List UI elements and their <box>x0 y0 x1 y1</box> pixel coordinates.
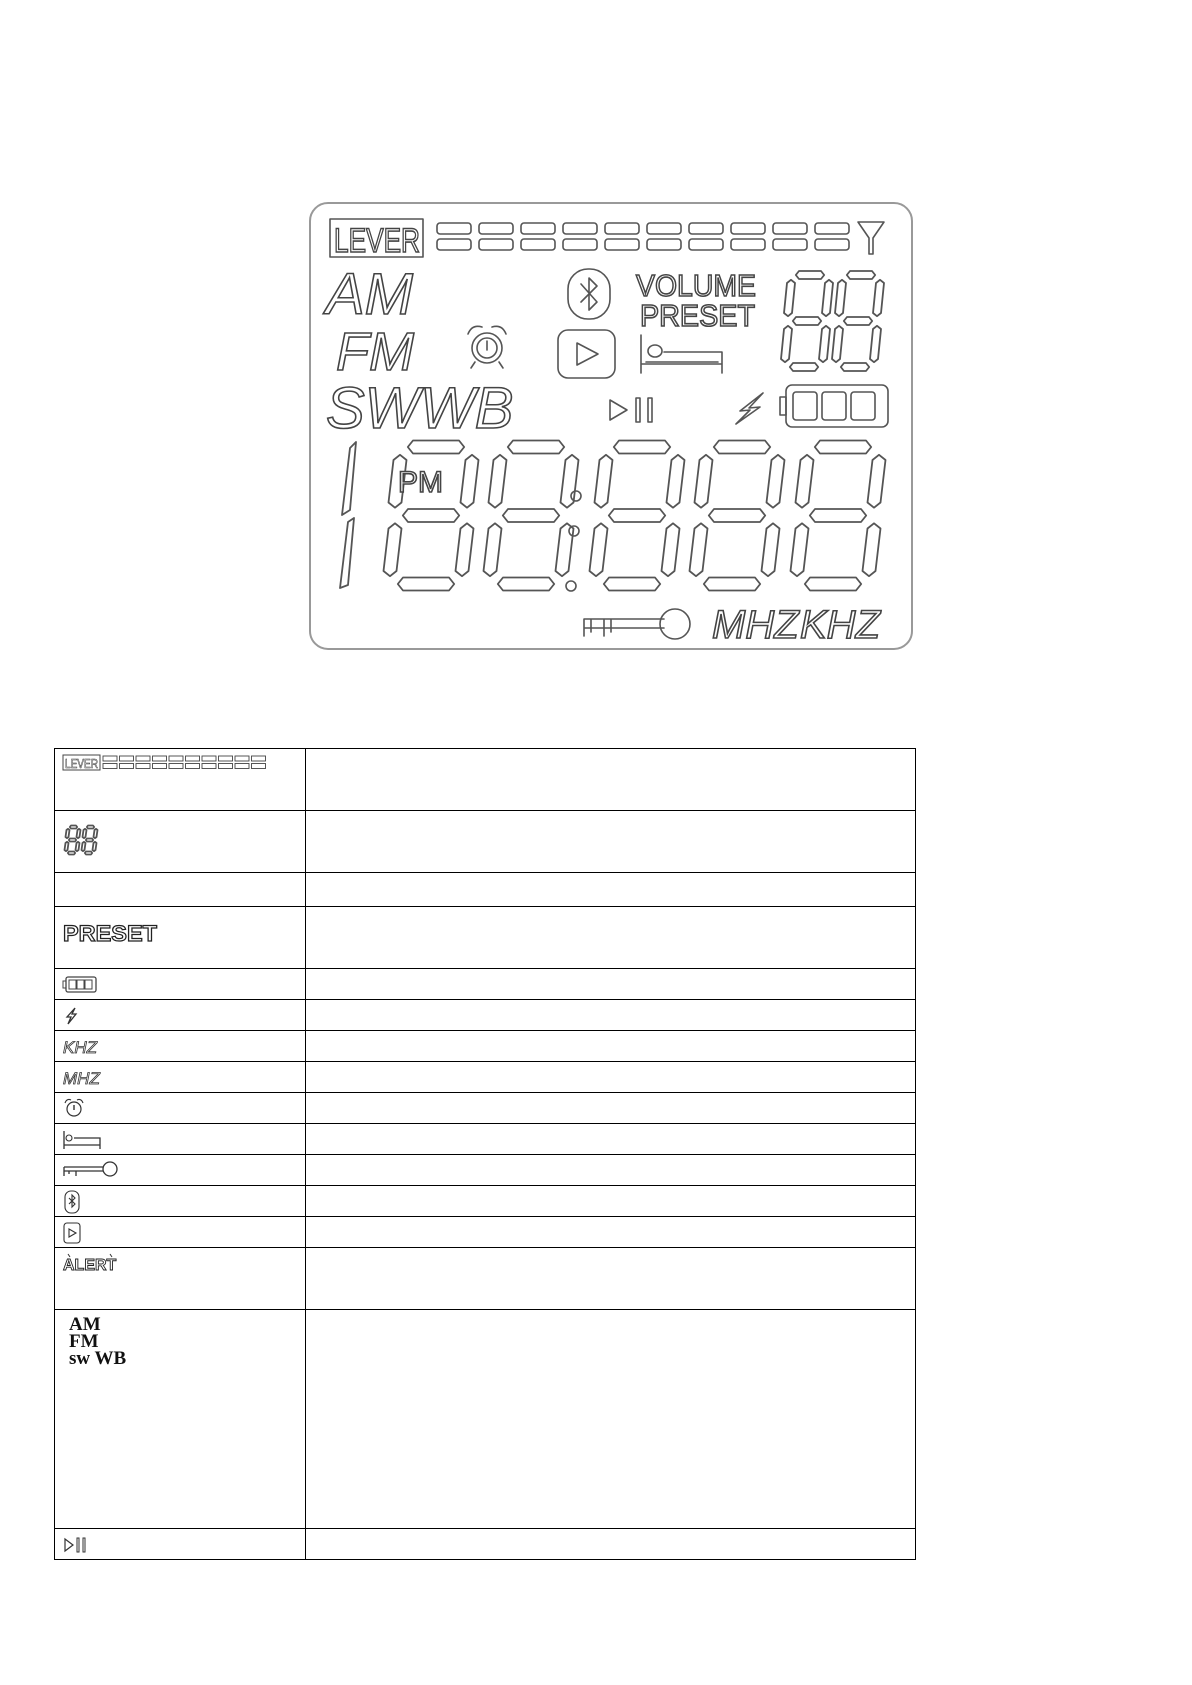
legend-row-sleep <box>55 1124 916 1155</box>
unit-mhz: MHZ <box>712 603 799 647</box>
legend-description <box>306 873 916 907</box>
legend-level-bar <box>169 756 183 761</box>
sleep-bed-icon <box>641 335 722 373</box>
level-bar <box>479 223 513 234</box>
seg-top <box>796 271 824 279</box>
legend-description <box>306 1529 916 1560</box>
legend-row-preset <box>55 907 916 969</box>
seg-bottom-right <box>556 523 574 576</box>
legend-description <box>306 1155 916 1186</box>
seg-top <box>815 441 871 454</box>
big-digit <box>484 441 579 591</box>
legend-description <box>306 1186 916 1217</box>
seg-bottom <box>805 578 861 591</box>
legend-row-alarm <box>55 1093 916 1124</box>
unit-khz: KHZ <box>800 603 880 647</box>
volume-label: VOLUME <box>636 268 756 303</box>
seg-top-right <box>77 829 81 838</box>
small-digit <box>781 271 833 371</box>
seg-middle <box>503 509 559 522</box>
legend-level-bar <box>235 756 249 761</box>
seg-top-left <box>784 280 795 316</box>
seg-bottom-left <box>384 523 402 576</box>
key-lock-icon <box>584 609 690 639</box>
big-digit <box>590 441 685 591</box>
two-digit-display <box>781 271 884 371</box>
legend-small-digit <box>82 826 98 855</box>
legend-icon-cell <box>55 1248 306 1310</box>
legend-row-bluetooth <box>55 1186 916 1217</box>
seg-bottom <box>498 578 554 591</box>
play-icon <box>558 330 615 378</box>
preset-icon <box>63 921 163 951</box>
seg-top <box>508 441 564 454</box>
legend-icon-cell <box>55 1093 306 1124</box>
seg-middle <box>709 509 765 522</box>
alert-icon <box>63 1252 143 1276</box>
legend-description <box>306 749 916 811</box>
legend-level-bar <box>219 764 233 769</box>
level-bar <box>731 239 765 250</box>
level-bar <box>563 239 597 250</box>
seg-top-right <box>868 455 886 508</box>
pm-label: PM <box>398 466 443 499</box>
legend-description <box>306 811 916 873</box>
seg-top-right <box>561 455 579 508</box>
legend-level-bar <box>153 756 167 761</box>
level-bar <box>647 239 681 250</box>
key-lock-icon <box>63 1159 123 1183</box>
seg-top <box>70 826 77 829</box>
legend-level-bar <box>169 764 183 769</box>
legend-level-bar <box>136 756 150 761</box>
khz-icon <box>63 1035 123 1059</box>
seg-bottom <box>398 578 454 591</box>
seg-bottom-right <box>819 326 830 362</box>
alarm-clock-icon <box>63 1097 89 1121</box>
legend-small-digit <box>65 826 81 855</box>
seg-bottom-right <box>93 842 97 851</box>
seg-top-left <box>835 280 846 316</box>
level-bar <box>479 239 513 250</box>
legend-description <box>306 907 916 969</box>
seg-middle <box>86 839 93 842</box>
seg-bottom <box>68 852 75 855</box>
seg-top-left <box>66 829 70 838</box>
seg-bottom-right <box>863 523 881 576</box>
level-bar <box>563 223 597 234</box>
legend-row-mhz <box>55 1062 916 1093</box>
level-bar <box>689 239 723 250</box>
seg-top-right <box>767 455 785 508</box>
mhz-icon <box>63 1066 123 1090</box>
seg-bottom-left <box>65 842 69 851</box>
battery-icon <box>780 385 888 427</box>
legend-level-bar <box>120 764 134 769</box>
level-label: LEVER <box>334 222 420 260</box>
seg-top-right <box>822 280 833 316</box>
decimal-dot <box>566 581 576 591</box>
level-meter-icon <box>63 753 273 773</box>
legend-row-two-digit <box>55 811 916 873</box>
legend-level-bar <box>136 764 150 769</box>
seg-top <box>87 826 94 829</box>
seg-top-left <box>489 455 507 508</box>
legend-level-bar <box>252 764 266 769</box>
legend-icon-cell <box>55 1124 306 1155</box>
legend-row-play <box>55 1217 916 1248</box>
level-bar <box>521 239 555 250</box>
big-digit <box>384 441 479 591</box>
band-wb: WB <box>420 376 514 441</box>
antenna-icon <box>858 222 884 254</box>
seg-bottom-left <box>484 523 502 576</box>
svg-text:PRESET: PRESET <box>63 921 158 946</box>
level-bar <box>689 223 723 234</box>
legend-icon-cell <box>55 1310 306 1529</box>
seg-bottom-left <box>781 326 792 362</box>
legend-row-empty <box>55 873 916 907</box>
level-bar <box>773 239 807 250</box>
svg-text:MHZ: MHZ <box>63 1069 100 1088</box>
legend-description <box>306 969 916 1000</box>
level-bar <box>731 223 765 234</box>
bluetooth-icon <box>568 269 610 319</box>
legend-icon-cell <box>55 1031 306 1062</box>
seg-top-left <box>595 455 613 508</box>
seg-top <box>408 441 464 454</box>
seg-top <box>714 441 770 454</box>
seg-top <box>614 441 670 454</box>
svg-text:KHZ: KHZ <box>63 1038 97 1057</box>
level-bar <box>437 239 471 250</box>
seg-top-left <box>695 455 713 508</box>
lcd-display-diagram <box>0 0 1192 700</box>
legend-row-key-lock <box>55 1155 916 1186</box>
band-sw-wb-label: sw WB <box>69 1348 127 1369</box>
band-sw: SW <box>326 376 420 441</box>
preset-label: PRESET <box>640 298 756 333</box>
seg-bottom <box>841 363 869 371</box>
legend-level-bar <box>120 756 134 761</box>
band-fm: FM <box>336 322 414 382</box>
leading-one-digit <box>340 442 356 588</box>
legend-icon-cell <box>55 1217 306 1248</box>
seg-top <box>847 271 875 279</box>
legend-level-bar <box>103 764 117 769</box>
seg-top-right <box>667 455 685 508</box>
legend-level-bar <box>235 764 249 769</box>
legend-description <box>306 1217 916 1248</box>
level-bar <box>521 223 555 234</box>
seg-middle <box>810 509 866 522</box>
two-digit-display-icon <box>63 823 103 863</box>
seg-bottom-left <box>832 326 843 362</box>
legend-level-bar <box>202 764 216 769</box>
battery-icon <box>63 973 103 997</box>
band-fm-label: FM <box>69 1331 99 1352</box>
svg-text:ALERT: ALERT <box>63 1257 117 1274</box>
level-bar <box>773 223 807 234</box>
legend-row-play-pause <box>55 1529 916 1560</box>
seg-middle <box>69 839 76 842</box>
small-digit <box>832 271 884 371</box>
seg-bottom-right <box>76 842 80 851</box>
level-bar <box>437 223 471 234</box>
level-bar <box>815 239 849 250</box>
legend-icon-cell <box>55 1000 306 1031</box>
legend-row-level <box>55 749 916 811</box>
legend-row-charging <box>55 1000 916 1031</box>
legend-icon-cell <box>55 749 306 811</box>
seg-bottom <box>790 363 818 371</box>
play-pause-icon <box>63 1533 93 1557</box>
seg-bottom-left <box>82 842 86 851</box>
legend-description <box>306 1124 916 1155</box>
legend-level-bar <box>202 756 216 761</box>
seg-bottom-right <box>762 523 780 576</box>
level-bar <box>605 239 639 250</box>
level-bar <box>815 223 849 234</box>
seg-middle <box>844 317 872 325</box>
level-bar <box>605 223 639 234</box>
seg-top-right <box>873 280 884 316</box>
legend-level-bar <box>103 756 117 761</box>
legend-row-bands <box>55 1310 916 1529</box>
legend-row-khz <box>55 1031 916 1062</box>
seg-middle <box>609 509 665 522</box>
seg-top-right <box>94 829 98 838</box>
legend-level-bar <box>252 756 266 761</box>
legend-icon-cell <box>55 1155 306 1186</box>
seg-bottom <box>85 852 92 855</box>
legend-row-battery <box>55 969 916 1000</box>
seg-middle <box>403 509 459 522</box>
alarm-clock-icon <box>468 326 506 368</box>
legend-icon-cell <box>55 1186 306 1217</box>
seg-bottom-left <box>690 523 708 576</box>
seg-bottom-right <box>870 326 881 362</box>
legend-icon-cell <box>55 1062 306 1093</box>
legend-description <box>306 1248 916 1310</box>
big-digit <box>690 441 785 591</box>
legend-icon-cell <box>55 969 306 1000</box>
lcd-icon-legend-table <box>54 748 916 1560</box>
legend-level-bar <box>219 756 233 761</box>
seg-bottom <box>604 578 660 591</box>
level-meter <box>437 223 849 250</box>
charging-bolt-icon <box>63 1004 83 1028</box>
seg-top-left <box>83 829 87 838</box>
svg-text:LEVER: LEVER <box>65 756 98 771</box>
legend-icon-cell <box>55 1529 306 1560</box>
legend-level-bar <box>153 764 167 769</box>
legend-description <box>306 1062 916 1093</box>
seg-bottom <box>704 578 760 591</box>
level-bar <box>647 223 681 234</box>
legend-icon-cell <box>55 873 306 907</box>
play-icon <box>63 1221 83 1247</box>
legend-description <box>306 1093 916 1124</box>
band-icons <box>69 1316 126 1367</box>
seg-bottom-right <box>662 523 680 576</box>
seg-middle <box>793 317 821 325</box>
legend-icon-cell <box>55 907 306 969</box>
seg-bottom-left <box>791 523 809 576</box>
charging-bolt-icon <box>736 393 763 424</box>
legend-description <box>306 1031 916 1062</box>
seg-top-right <box>461 455 479 508</box>
frequency-time-display <box>384 441 886 591</box>
seg-bottom-right <box>456 523 474 576</box>
legend-row-alert <box>55 1248 916 1310</box>
play-pause-icon <box>610 398 652 422</box>
legend-level-bar <box>186 756 200 761</box>
legend-icon-cell <box>55 811 306 873</box>
band-am-label: AM <box>69 1314 101 1335</box>
bluetooth-icon <box>63 1190 83 1216</box>
legend-description <box>306 1000 916 1031</box>
band-am: AM <box>326 262 413 327</box>
big-digit <box>791 441 886 591</box>
seg-top-left <box>796 455 814 508</box>
seg-bottom-left <box>590 523 608 576</box>
sleep-bed-icon <box>63 1128 103 1152</box>
legend-level-bar <box>186 764 200 769</box>
legend-description <box>306 1310 916 1529</box>
